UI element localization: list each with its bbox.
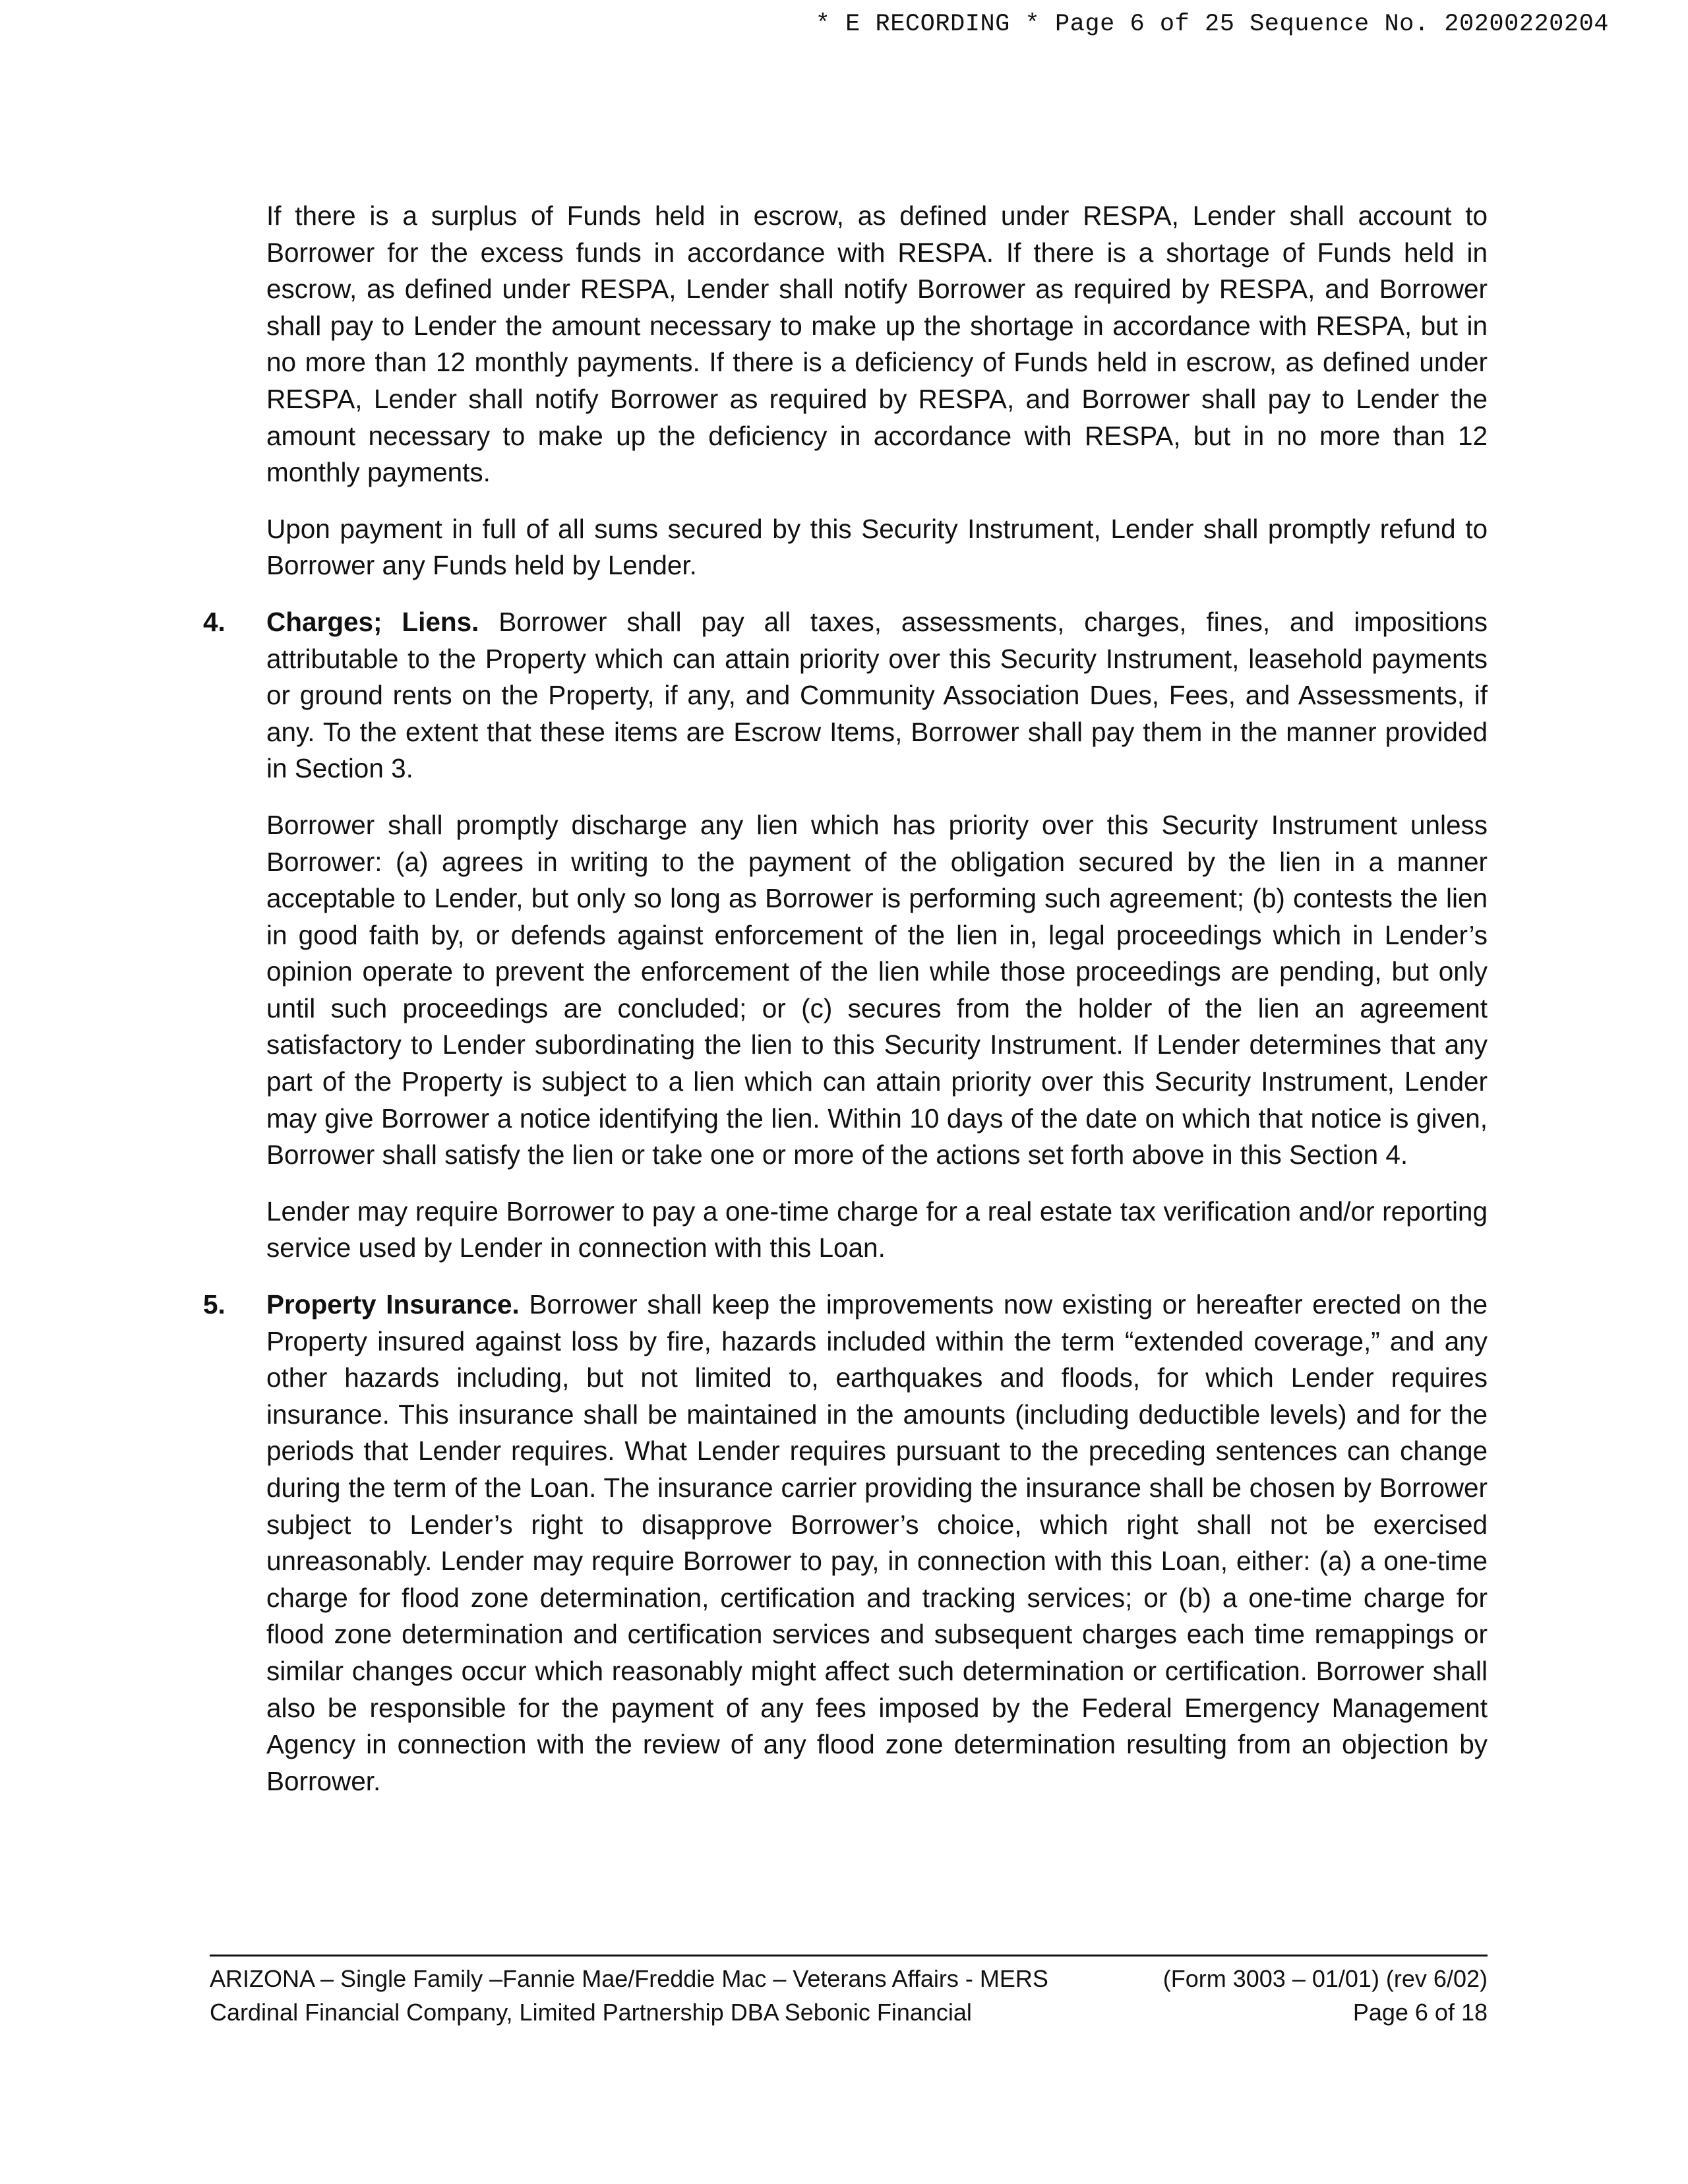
section-5-number: 5. xyxy=(203,1289,226,1320)
page-number: Page 6 of 18 xyxy=(1352,1999,1488,2026)
footer-row-2 xyxy=(210,1995,1488,2029)
recording-stamp: * E RECORDING * Page 6 of 25 Sequence No. 20200220204 xyxy=(815,11,1609,38)
page-footer xyxy=(210,1955,1488,2029)
section-5-text: Borrower shall keep the improvements now existing or hereafter erected on the Property insured against loss by fire, hazards included within the term “extended coverage,” and any other hazards including, but not limited to, earthquakes and floods, for which Lender requires insurance. This insurance shall be maintained in the amounts (including deductible levels) and for the periods that Lender requires. What Lender requires pursuant to the preceding sentences can change during the term of the Loan. The insurance carrier providing the insurance shall be chosen by Borrower subject to Lender’s right to disapprove Borrower’s choice, which right shall not be exercised unreasonably. Lender may require Borrower to pay, in connection with this Loan, either: (a) a one-time charge for flood zone determination, certification and tracking services; or (b) a one-time charge for flood zone determination and certification services and subsequent charges each time remappings or similar changes occur which reasonably might affect such determination or certification. Borrower shall also be responsible for the payment of any fees imposed by the Federal Emergency Management Agency in connection with the review of any flood zone determination resulting from an objection by Borrower. xyxy=(266,1289,1488,1796)
form-number: (Form 3003 – 01/01) (rev 6/02) xyxy=(1162,1965,1488,1992)
tax-verification-paragraph: Lender may require Borrower to pay a one-time charge for a real estate tax verification and/or reporting service used by Lender in connection with this Loan. xyxy=(266,1196,1488,1263)
section-5-heading: Property Insurance. xyxy=(266,1289,520,1320)
section-4 xyxy=(203,604,1488,787)
section-4-text: Borrower shall pay all taxes, assessments, charges, fines, and impositions attributable to the Property which can attain priority over this Security Instrument, leasehold payments or ground rents on the Property, if any, and Community Association Dues, Fees, and Assessments, if any. To the extent that these items are Escrow Items, Borrower shall pay them in the manner provided in Section 3. xyxy=(266,606,1488,784)
section-4-number: 4. xyxy=(203,606,226,637)
footer-row-1 xyxy=(210,1962,1488,1995)
section-4-heading: Charges; Liens. xyxy=(266,606,479,637)
escrow-surplus-paragraph: If there is a surplus of Funds held in escrow, as defined under RESPA, Lender shall account to Borrower for the excess funds in accordance with RESPA. If there is a shortage of Funds held in escrow, as defined under RESPA, Lender shall notify Borrower as required by RESPA, and Borrower shall pay to Lender the amount necessary to make up the shortage in accordance with RESPA, but in no more than 12 monthly payments. If there is a deficiency of Funds held in escrow, as defined under RESPA, Lender shall notify Borrower as required by RESPA, and Borrower shall pay to Lender the amount necessary to make up the deficiency in accordance with RESPA, but in no more than 12 monthly payments. xyxy=(266,200,1488,488)
refund-paragraph: Upon payment in full of all sums secured by this Security Instrument, Lender shall promptly refund to Borrower any Funds held by Lender. xyxy=(266,513,1488,581)
lien-discharge-paragraph: Borrower shall promptly discharge any lien which has priority over this Security Instrument unless Borrower: (a) agrees in writing to the payment of the obligation secured by the lien in a manner acceptable to Lender, but only so long as Borrower is performing such agreement; (b) contests the lien in good faith by, or defends against enforcement of the lien in, legal proceedings which in Lender’s opinion operate to prevent the enforcement of the lien while those proceedings are pending, but only until such proceedings are concluded; or (c) secures from the holder of the lien an agreement satisfactory to Lender subordinating the lien to this Security Instrument. If Lender determines that any part of the Property is subject to a lien which can attain priority over this Security Instrument, Lender may give Borrower a notice identifying the lien. Within 10 days of the date on which that notice is given, Borrower shall satisfy the lien or take one or more of the actions set forth above in this Section 4. xyxy=(266,809,1488,1170)
lender-name: Cardinal Financial Company, Limited Partnership DBA Sebonic Financial xyxy=(210,1999,972,2026)
document-body xyxy=(203,198,1488,1819)
form-title: ARIZONA – Single Family –Fannie Mae/Freddie Mac – Veterans Affairs - MERS xyxy=(210,1965,1048,1992)
section-5 xyxy=(203,1287,1488,1800)
